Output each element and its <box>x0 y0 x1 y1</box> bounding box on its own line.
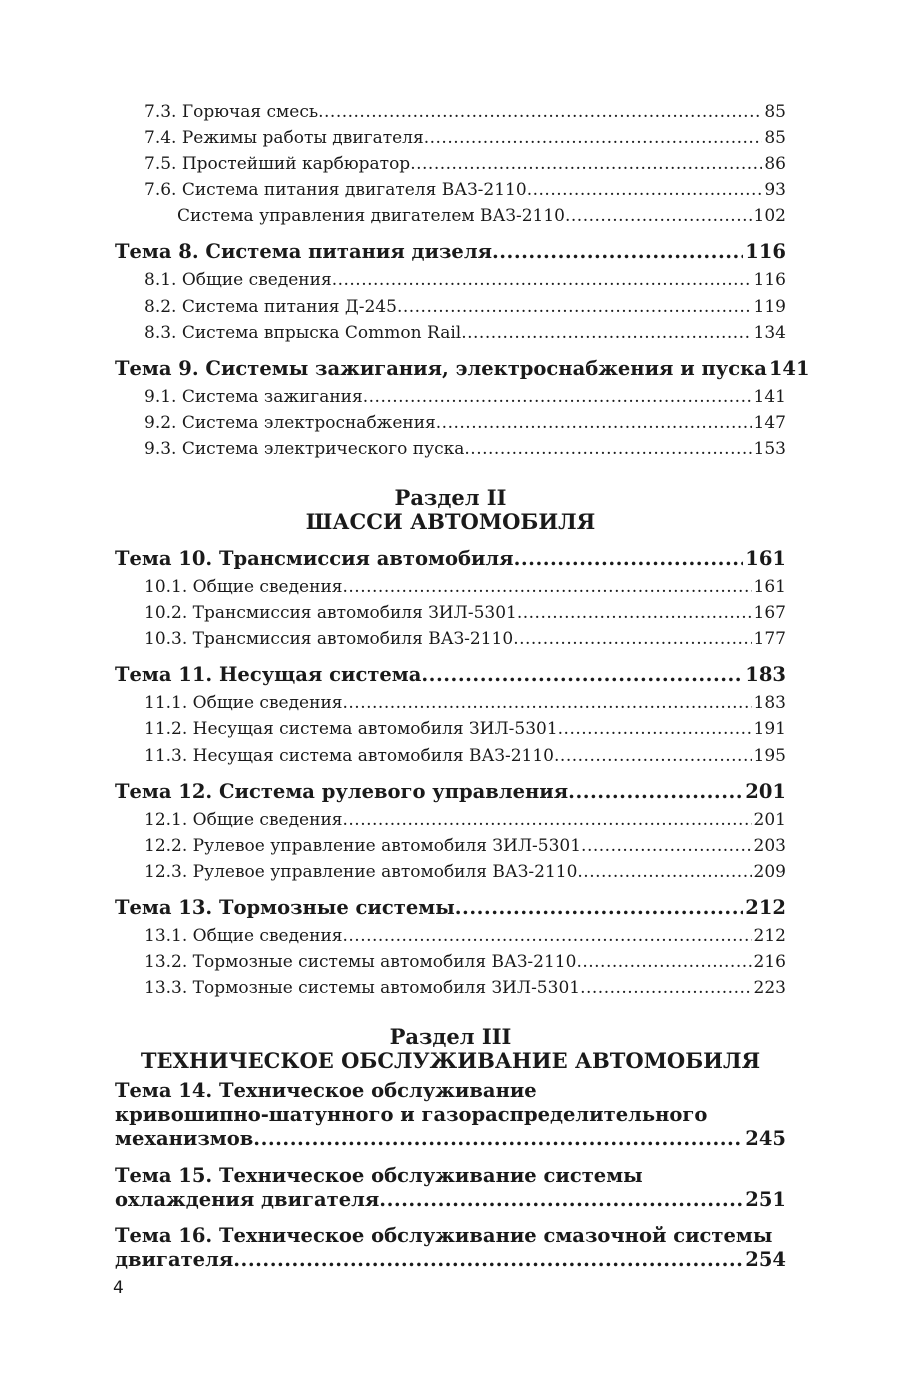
page-ref: 216 <box>753 951 786 972</box>
page-ref: 209 <box>753 861 786 882</box>
toc-topic-10[interactable]: Тема 10. Трансмиссия автомобиля ..... 161 <box>115 544 786 574</box>
page-ref: 245 <box>745 1127 786 1151</box>
toc-entry-10-1[interactable]: 10.1. Общие сведения ..... 161 <box>115 574 786 600</box>
page-ref: 153 <box>753 438 786 459</box>
toc-entry-7-5[interactable]: 7.5. Простейший карбюратор ..... 86 <box>115 151 786 177</box>
page-ref: 183 <box>745 663 786 687</box>
section-2-heading: Раздел II <box>394 485 507 511</box>
toc-topic-16[interactable]: Тема 16. Техническое обслуживание смазочной системы двигателя ..... 254 <box>115 1224 786 1272</box>
page-ref: 212 <box>745 895 786 919</box>
page-ref: 167 <box>753 603 786 624</box>
toc-entry-9-3[interactable]: 9.3. Система электрического пуска ..... 153 <box>115 436 786 462</box>
page-ref: 191 <box>753 719 786 740</box>
toc-entry-12-2[interactable]: 12.2. Рулевое управление автомобиля ЗИЛ-5301 ..... 203 <box>115 833 786 859</box>
toc-topic-13[interactable]: Тема 13. Тормозные системы ..... 212 <box>115 893 786 923</box>
toc-entry-12-3[interactable]: 12.3. Рулевое управление автомобиля ВАЗ-2110 ..... 209 <box>115 859 786 885</box>
toc-entry-13-2[interactable]: 13.2. Тормозные системы автомобиля ВАЗ-2110 ..... 216 <box>115 949 786 975</box>
page-ref: 119 <box>753 296 786 317</box>
page-ref: 93 <box>764 180 786 201</box>
page-ref: 102 <box>753 206 786 227</box>
toc-topic-12[interactable]: Тема 12. Система рулевого управления ..... 201 <box>115 777 786 807</box>
toc-entry-8-2[interactable]: 8.2. Система питания Д-245 ..... 119 <box>115 294 786 320</box>
toc-entry-7-4[interactable]: 7.4. Режимы работы двигателя ..... 85 <box>115 125 786 151</box>
toc-entry-10-2[interactable]: 10.2. Трансмиссия автомобиля ЗИЛ-5301 ..... 167 <box>115 600 786 626</box>
toc-entry-13-1[interactable]: 13.1. Общие сведения ..... 212 <box>115 923 786 949</box>
toc-entry-13-3[interactable]: 13.3. Тормозные системы автомобиля ЗИЛ-5301 ..... 223 <box>115 975 786 1001</box>
page-ref: 201 <box>753 809 786 830</box>
page-ref: 141 <box>753 386 786 407</box>
toc-entry-12-1[interactable]: 12.1. Общие сведения ..... 201 <box>115 807 786 833</box>
page-ref: 251 <box>745 1188 786 1212</box>
page-ref: 254 <box>745 1248 786 1272</box>
page-ref: 85 <box>764 102 786 122</box>
page-ref: 203 <box>753 835 786 856</box>
toc-entry-8-1[interactable]: 8.1. Общие сведения ..... 116 <box>115 267 786 293</box>
toc-topic-14[interactable]: Тема 14. Техническое обслуживание кривошипно-шатунного и газораспределительного механизмов ..... 245 <box>115 1079 786 1151</box>
toc-topic-8[interactable]: Тема 8. Система питания дизеля ..... 116 <box>115 237 786 267</box>
table-of-contents <box>115 99 810 1272</box>
toc-topic-15[interactable]: Тема 15. Техническое обслуживание системы охлаждения двигателя ..... 251 <box>115 1164 786 1212</box>
page-ref: 223 <box>753 978 786 999</box>
toc-entry-9-1[interactable]: 9.1. Система зажигания ..... 141 <box>115 384 786 410</box>
page-ref: 161 <box>753 577 786 598</box>
page-ref: 161 <box>745 547 786 571</box>
toc-entry-9-2[interactable]: 9.2. Система электроснабжения ..... 147 <box>115 410 786 436</box>
page-ref: 86 <box>764 154 786 175</box>
page-ref: 177 <box>753 629 786 650</box>
section-2-header <box>115 486 786 534</box>
toc-entry-7-6[interactable]: 7.6. Система питания двигателя ВАЗ-2110 ..... 93 <box>115 177 786 203</box>
toc-entry-11-1[interactable]: 11.1. Общие сведения ..... 183 <box>115 690 786 716</box>
toc-topic-11[interactable]: Тема 11. Несущая система ..... 183 <box>115 660 786 690</box>
section-3-heading: Раздел III <box>389 1024 512 1050</box>
page-ref: 141 <box>768 356 810 380</box>
toc-entry-11-3[interactable]: 11.3. Несущая система автомобиля ВАЗ-2110 ..... 195 <box>115 743 786 769</box>
toc-entry-7-6-control[interactable]: Система управления двигателем ВАЗ-2110 ..... 102 <box>115 203 786 229</box>
page-ref: 85 <box>764 128 786 149</box>
toc-entry-8-3[interactable]: 8.3. Система впрыска Common Rail ..... 134 <box>115 320 786 346</box>
page-ref: 212 <box>753 925 786 946</box>
section-2-title: ШАССИ АВТОМОБИЛЯ <box>305 509 596 535</box>
toc-topic-9[interactable]: Тема 9. Системы зажигания, электроснабжения и пуска 141 <box>115 354 786 384</box>
page-ref: 116 <box>753 270 786 291</box>
toc-entry-11-2[interactable]: 11.2. Несущая система автомобиля ЗИЛ-5301 ..... 191 <box>115 716 786 742</box>
page-ref: 195 <box>753 745 786 766</box>
page-ref: 201 <box>745 779 786 803</box>
section-3-title: ТЕХНИЧЕСКОЕ ОБСЛУЖИВАНИЕ АВТОМОБИЛЯ <box>140 1048 761 1074</box>
toc-entry-7-3[interactable]: 7.3. Горючая смесь ..... 85 <box>115 99 786 125</box>
page-ref: 147 <box>753 412 786 433</box>
page-number: 4 <box>113 1278 124 1298</box>
page-ref: 116 <box>745 240 786 264</box>
toc-entry-10-3[interactable]: 10.3. Трансмиссия автомобиля ВАЗ-2110 ..... 177 <box>115 626 786 652</box>
section-3-header <box>115 1025 786 1073</box>
page-ref: 183 <box>753 693 786 714</box>
page-ref: 134 <box>753 322 786 343</box>
